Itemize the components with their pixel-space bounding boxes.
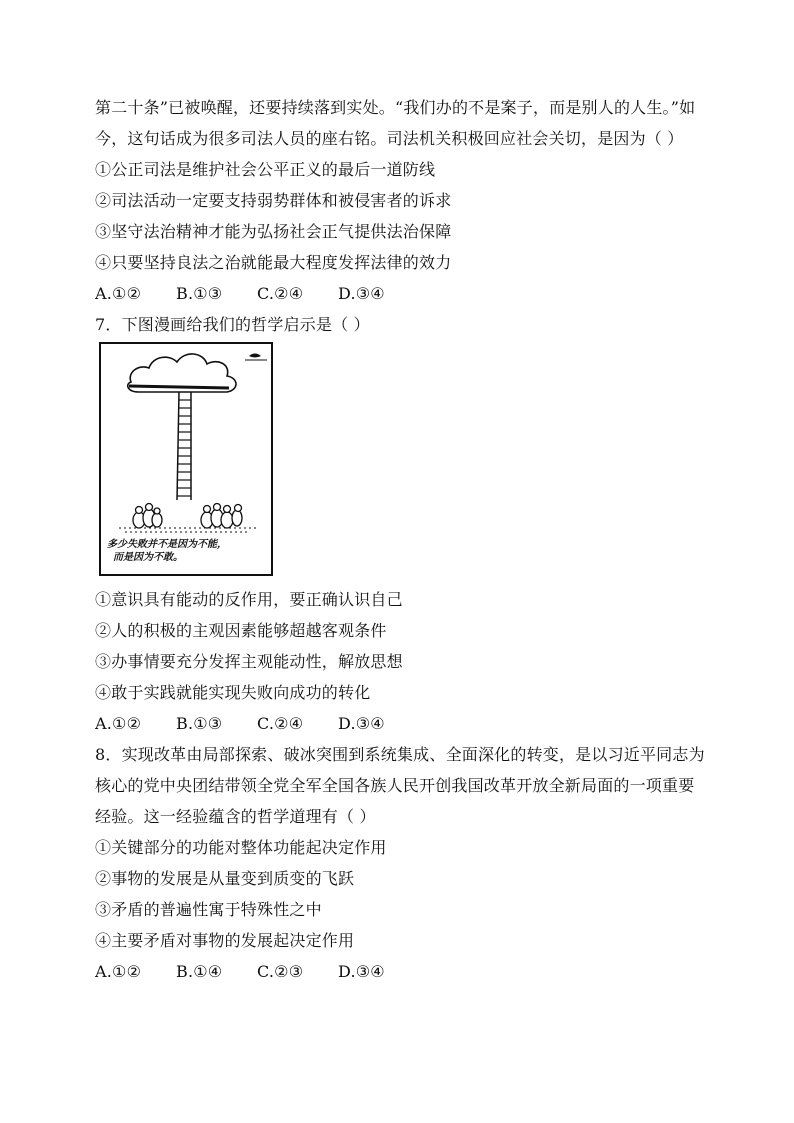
q8-option-b[interactable]: B.①④ bbox=[176, 962, 223, 981]
q6-item-4: ④只要坚持良法之治就能最大程度发挥法律的效力 bbox=[95, 253, 452, 272]
q7-item-2: ②人的积极的主观因素能够超越客观条件 bbox=[95, 621, 387, 640]
q6-stem-line-2: 今，这句话成为很多司法人员的座右铭。司法机关积极回应社会关切，是因为（ ） bbox=[95, 129, 684, 148]
cartoon-caption-line-2: 而是因为不敢。 bbox=[113, 552, 183, 563]
cartoon-caption-line-1: 多少失败并不是因为不能， bbox=[107, 539, 227, 550]
q8-item-4: ④主要矛盾对事物的发展起决定作用 bbox=[95, 931, 355, 950]
q7-stem: 7．下图漫画给我们的哲学启示是（ ） bbox=[95, 315, 370, 334]
q7-option-d[interactable]: D.③④ bbox=[338, 714, 385, 733]
q6-option-d[interactable]: D.③④ bbox=[338, 284, 385, 303]
q6-stem-line-1: 第二十条”已被唤醒，还要持续落到实处。“我们办的不是案子，而是别人的人生。”如 bbox=[95, 98, 696, 117]
q6-option-a[interactable]: A.①② bbox=[95, 284, 142, 303]
q8-option-c[interactable]: C.②③ bbox=[257, 962, 304, 981]
q8-option-a[interactable]: A.①② bbox=[95, 962, 142, 981]
q6-option-c[interactable]: C.②④ bbox=[257, 284, 304, 303]
q8-item-3: ③矛盾的普遍性寓于特殊性之中 bbox=[95, 900, 322, 919]
q7-option-a[interactable]: A.①② bbox=[95, 714, 142, 733]
q8-option-d[interactable]: D.③④ bbox=[338, 962, 385, 981]
q8-stem-line-3: 经验。这一经验蕴含的哲学道理有（ ） bbox=[95, 807, 376, 826]
q7-option-c[interactable]: C.②④ bbox=[257, 714, 304, 733]
q8-item-1: ①关键部分的功能对整体功能起决定作用 bbox=[95, 838, 387, 857]
q6-item-2: ②司法活动一定要支持弱势群体和被侵害者的诉求 bbox=[95, 191, 452, 210]
q7-options bbox=[95, 708, 715, 739]
q7-item-3: ③办事情要充分发挥主观能动性，解放思想 bbox=[95, 652, 403, 671]
q7-item-4: ④敢于实践就能实现失败向成功的转化 bbox=[95, 683, 371, 702]
q6-item-1: ①公正司法是维护社会公平正义的最后一道防线 bbox=[95, 160, 436, 179]
q6-options bbox=[95, 278, 715, 309]
q8-item-2: ②事物的发展是从量变到质变的飞跃 bbox=[95, 869, 355, 888]
cartoon-figure bbox=[99, 342, 273, 576]
cartoon-caption bbox=[107, 538, 227, 564]
q7-option-b[interactable]: B.①③ bbox=[176, 714, 223, 733]
q7-item-1: ①意识具有能动的反作用，要正确认识自己 bbox=[95, 590, 403, 609]
q8-stem-line-1: 8．实现改革由局部探索、破冰突围到系统集成、全面深化的转变，是以习近平同志为 bbox=[95, 745, 705, 764]
q8-options bbox=[95, 956, 715, 987]
exam-page bbox=[95, 92, 715, 987]
q6-item-3: ③坚守法治精神才能为弘扬社会正气提供法治保障 bbox=[95, 222, 452, 241]
q6-option-b[interactable]: B.①③ bbox=[176, 284, 223, 303]
q8-stem-line-2: 核心的党中央团结带领全党全军全国各族人民开创我国改革开放全新局面的一项重要 bbox=[95, 776, 695, 795]
